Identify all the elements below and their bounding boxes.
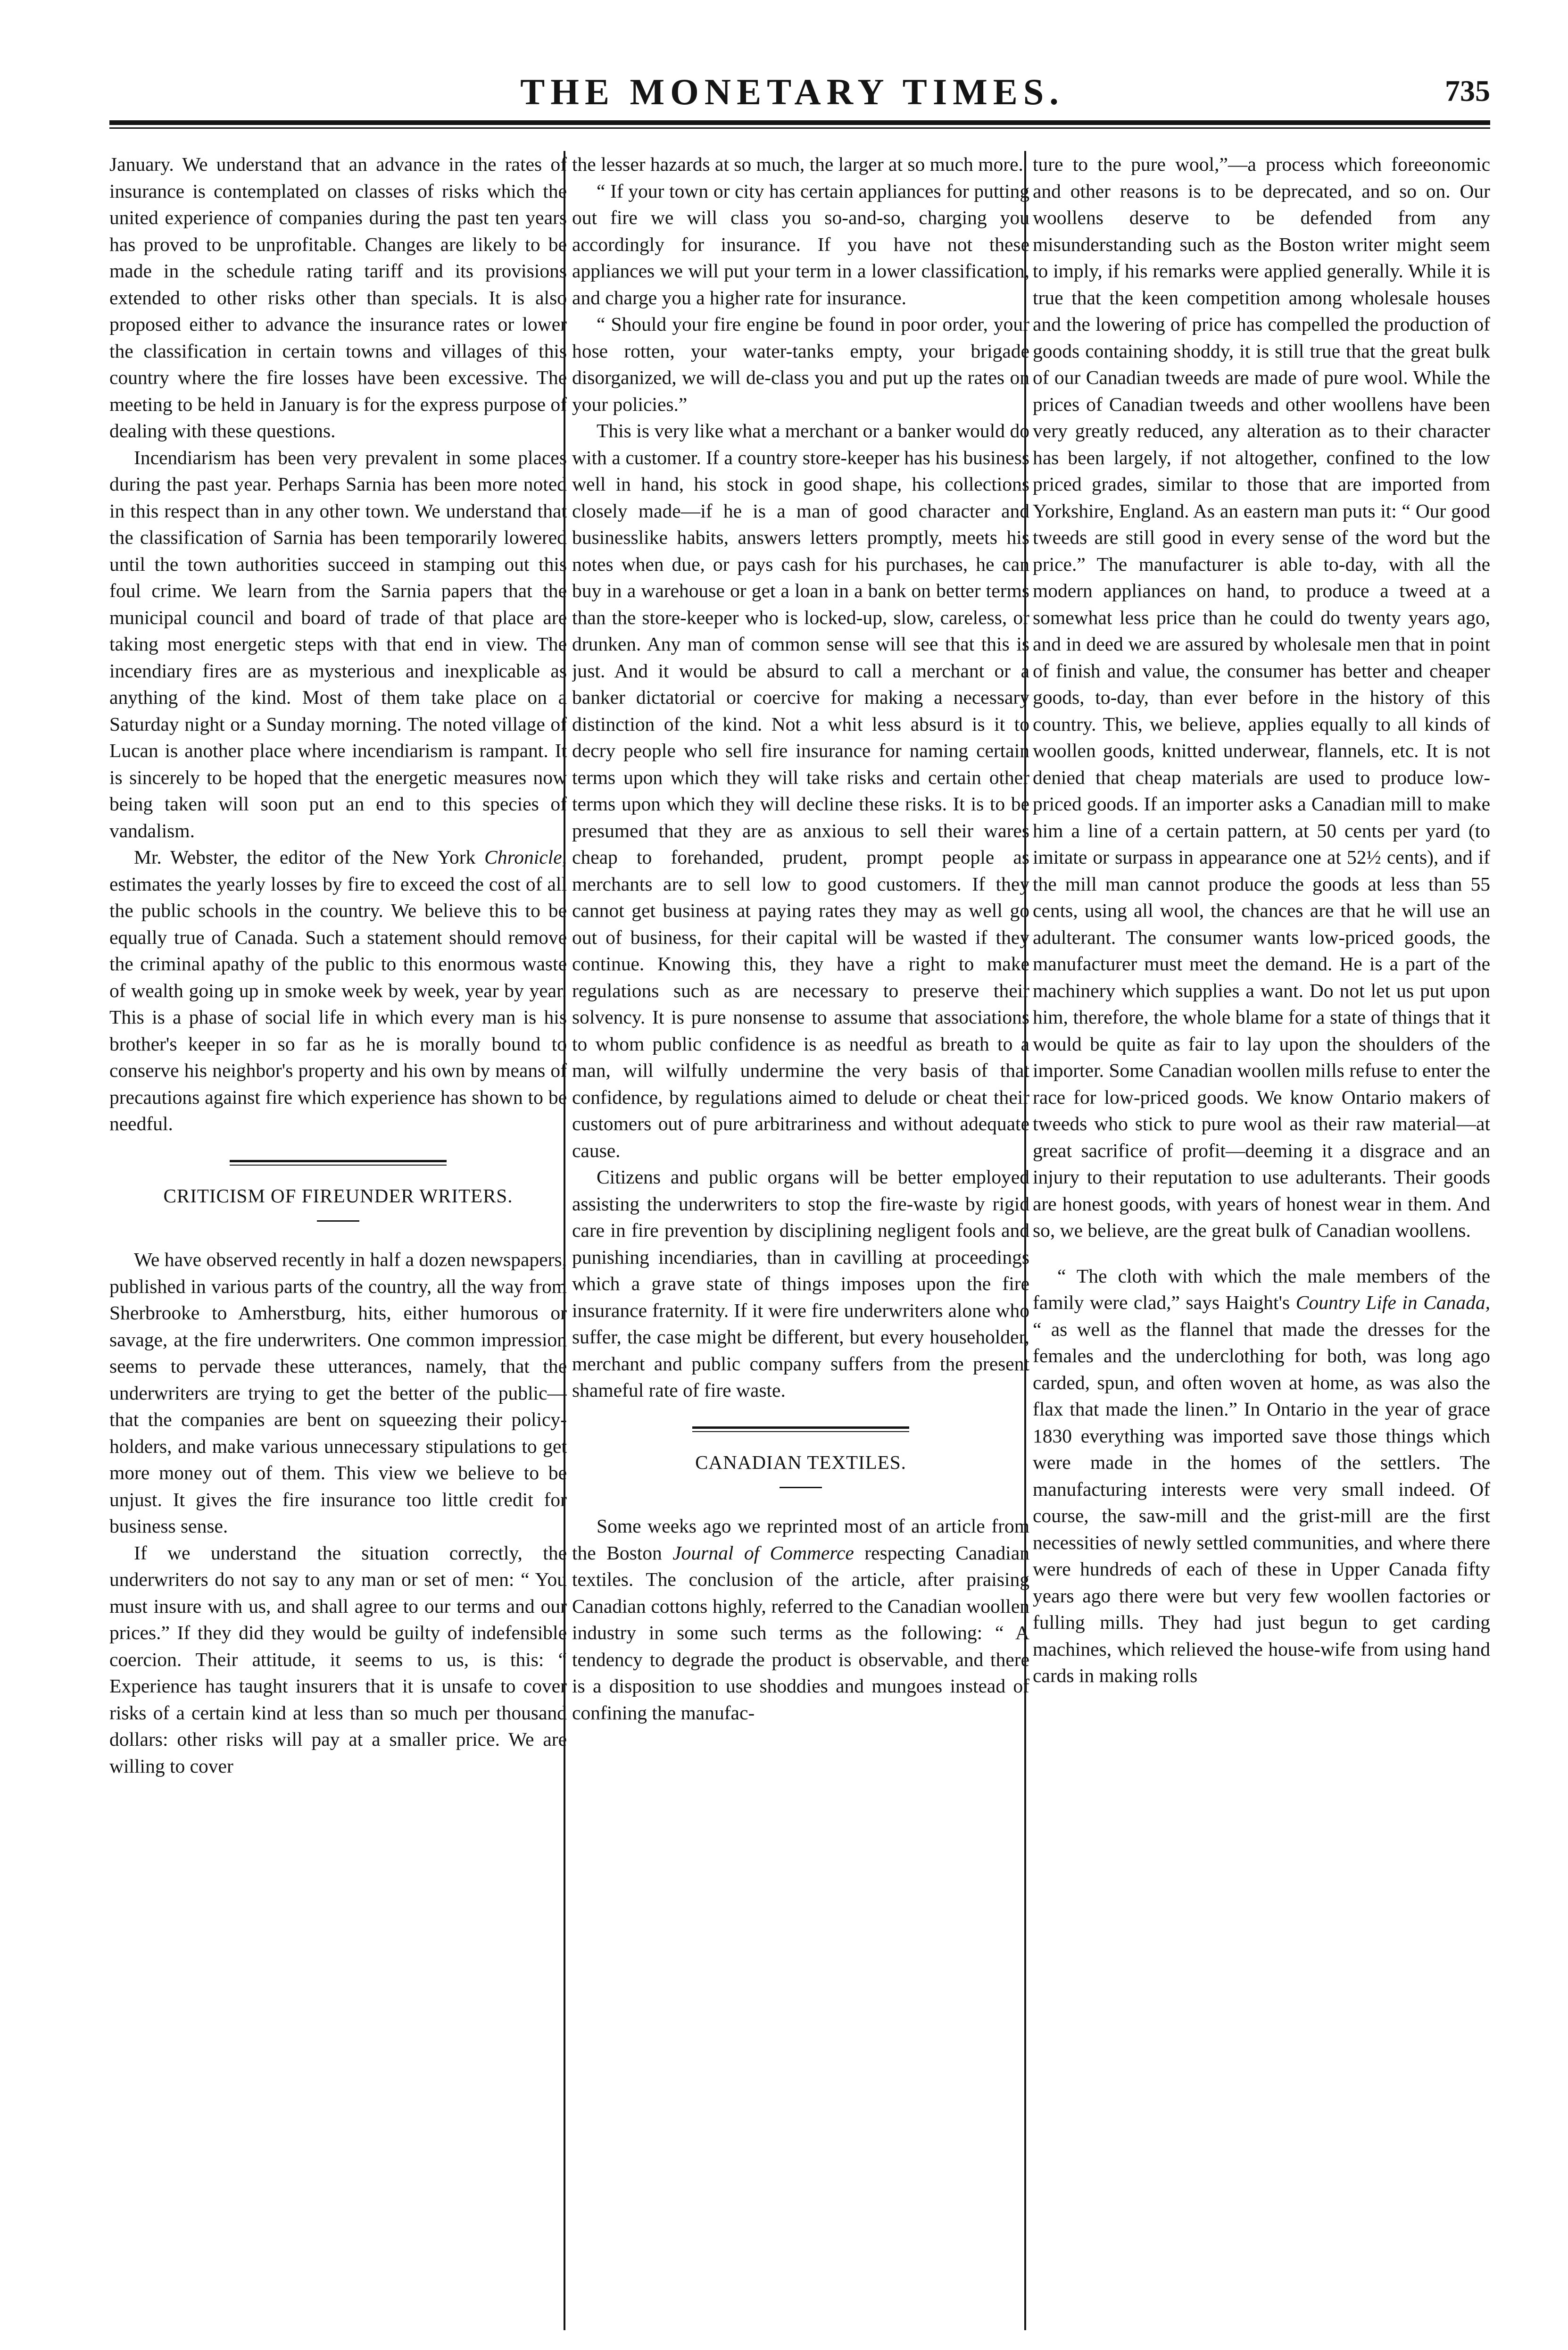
paragraph: Incendiarism has been very prevalent in some places during the past year. Perhaps Sarnia has been more noted in this respect than in any other town. We understand that the classification of Sarnia has been temporarily lowered until the town authorities succeed in stamping out this foul crime. We learn from the Sarnia papers that the municipal council and board of trade of that place are taking most energetic steps with that end in view. The incendiary fires are as mysterious and inexplicable as anything of the kind. Most of them take place on a Saturday night or a Sunday morning. The noted village of Lucan is another place where incendiarism is rampant. It is sincerely to be hoped that the energetic measures now being taken will soon put an end to this species of vandalism.	[109, 446, 567, 842]
column-1	[109, 151, 567, 2330]
paragraph: If we understand the situation correctly, the underwriters do not say to any man or set of men: “ You must insure with us, and shall agree to our terms and our prices.” If they did they would be guilty of indefensible coercion. Their attitude, it seems to us, is this: “ Experience has taught insurers that it is unsafe to cover risks of a certain kind at less than so much per thousand dollars: other risks will pay at a smaller price. We are willing to cover	[109, 1542, 567, 1777]
paragraph: the lesser hazards at so much, the larger at so much more.	[572, 153, 1023, 175]
text-run: “ as well as the flannel that made the dresses for the females and the underclothing for both, was long ago carded, spun, and often woven at home, as was also the flax that made the linen.” In Ontario in the year of grace 1830 everything was imported save those things which were made in the homes of the settlers. The manufacturing interests were very small indeed. Of course, the saw-mill and the grist-mill are the first necessities of newly settled communities, and where there were hundreds of each of these in Upper Canada fifty years ago there were but very few woollen factories or fulling mills. They had just begun to get carding machines, which relieved the house-wife from using hand cards in making rolls	[1033, 1318, 1490, 1686]
publication-name: Journal of Commerce	[672, 1542, 854, 1564]
paragraph: ture to the pure wool,”—a process which foreeonomic and other reasons is to be deprecated, and so on. Our woollens deserve to be defended from any misunderstanding such as the Boston writer might seem to imply, if his remarks were applied generally. While it is true that the keen competition among wholesale houses and the lowering of price has compelled the production of goods containing shoddy, it is still true that the great bulk of our Canadian tweeds are made of pure wool. While the prices of Canadian tweeds and other woollens have been very greatly reduced, any alteration as to their character has been largely, if not altogether, confined to the low priced grades, similar to those that are imported from Yorkshire, England. As an eastern man puts it: “ Our good tweeds are still good in every sense of the word but the price.” The manufacturer is able to-day, with all the modern appliances on hand, to produce a tweed at a somewhat less price than he could do twenty years ago, and in deed we are assured by wholesale men that in point of finish and value, the consumer has better and cheaper goods, to-day, than ever before in the history of this country. This, we believe, applies equally to all kinds of woollen goods, knitted underwear, flannels, etc. It is not denied that cheap materials are used to produce low-priced goods. If an importer asks a Canadian mill to make him a line of a certain pattern, at 50 cents per yard (to imitate or surpass in appearance one at 52½ cents), and if the mill man cannot produce the goods at less than 55 cents, using all wool, the chances are that he will use an adulterant. The consumer wants low-priced goods, the manufacturer must meet the demand. He is a part of the machinery which supplies a want. Do not let us put upon him, therefore, the whole blame for a state of things that it would be quite as fair to lay upon the shoulders of the importer. Some Canadian woollen mills refuse to enter the race for low-priced goods. We know Ontario makers of tweeds who stick to pure wool as their raw material—at great sacrifice of profit—deeming it a disgrace and an injury to their reputation to use adulterants. Their goods are honest goods, with years of honest wear in them. And so, we believe, are the great bulk of Canadian woollens.	[1033, 153, 1490, 1241]
header-rule-thick	[109, 120, 1490, 125]
headline-rule	[317, 1220, 359, 1222]
page-number: 735	[1445, 74, 1490, 108]
text-run: Some weeks ago we reprinted most of an article from the Boston	[572, 1515, 1029, 1564]
text-run: estimates the yearly losses by fire to exceed the cost of all the public schools in the country. We believe this to be equally true of Canada. Such a statement should remove the criminal apathy of the public to this enormous waste of wealth going up in smoke week by week, year by year. This is a phase of social life in which every man is his brother's keeper in so far as he is morally bound to conserve his neighbor's property and his own by means of precautions against fire which experience has shown to be needful.	[109, 873, 567, 1134]
publication-name: Country Life in Canada,	[1295, 1292, 1490, 1313]
paragraph: We have observed recently in half a dozen newspapers, published in various parts of the country, all the way from Sherbrooke to Amherstburg, hits, either humorous or savage, at the fire underwriters. One common impression seems to pervade these utterances, namely, that the underwriters are trying to get the better of the public—that the companies are bent on squeezing their policy-holders, and make various unnecessary stipulations to get more money out of them. This view we believe to be unjust. It gives the fire insurance too little credit for business sense.	[109, 1249, 567, 1537]
section-separator	[692, 1426, 909, 1432]
header-rule-thin	[109, 127, 1490, 129]
newspaper-title: THE MONETARY TIMES.	[520, 71, 1064, 112]
publication-name: Chronicle,	[484, 846, 567, 868]
text-run: “ The cloth with which the male members of the family were clad,” says Haight's	[1033, 1265, 1490, 1313]
paragraph: Citizens and public organs will be better employed assisting the underwriters to stop the fire-waste by rigid care in fire prevention by disciplining negligent fools and punishing incendiaries, than in cavilling at proceedings which a grave state of things imposes upon the fire insurance fraternity. If it were fire underwriters alone who suffer, the case might be different, but every householder, merchant and public company suffers from the present shameful rate of fire waste.	[572, 1166, 1029, 1401]
paragraph: “ Should your fire engine be found in poor order, your hose rotten, your water-tanks empty, your brigade disorganized, we will de-class you and put up the rates on your policies.”	[572, 313, 1029, 415]
article-headline: CRITICISM OF FIREUNDER WRITERS.	[163, 1184, 513, 1207]
headline-rule	[780, 1487, 822, 1488]
paragraph	[1033, 1263, 1490, 1689]
section-separator	[230, 1160, 447, 1166]
paragraph: “ If your town or city has certain appliances for putting out fire we will class you so-and-so, charging you accordingly for insurance. If you have not these appliances we will put your term in a lower classification, and charge you a higher rate for insurance.	[572, 180, 1029, 308]
paragraph: This is very like what a merchant or a banker would do with a customer. If a country store-keeper has his business well in hand, his stock in good shape, his collections closely made—if he is a man of good character and businesslike habits, answers letters promptly, meets his notes when due, or pays cash for his purchases, he can buy in a warehouse or get a loan in a bank on better terms than the store-keeper who is locked-up, slow, careless, or drunken. Any man of common sense will see that this is just. And it would be absurd to call a merchant or a banker dictatorial or coercive for making a necessary distinction of the kind. Not a whit less absurd is it to decry people who sell fire insurance for naming certain terms upon which they will take risks and certain other terms upon which they will decline these risks. It is to be presumed that they are as anxious to sell their wares cheap to forehanded, prudent, prompt people as merchants are to sell low to good customers. If they cannot get business at paying rates they may as well go out of business, for their capital will be wasted if they continue. Knowing this, they have a right to make regulations such as are necessary to preserve their solvency. It is pure nonsense to assume that associations to whom public confidence is as needful as breath to a man, will wilfully undermine the very basis of that confidence, by regulations aimed to delude or cheat their customers out of pure arbitrariness and without adequate cause.	[572, 420, 1029, 1161]
column-2	[572, 151, 1029, 2330]
paragraph	[572, 1513, 1029, 1726]
column-3	[1033, 151, 1490, 2330]
text-run: Mr. Webster, the editor of the New York	[134, 846, 485, 868]
paragraph	[109, 844, 567, 1137]
masthead	[94, 71, 1490, 116]
article-headline: CANADIAN TEXTILES.	[695, 1451, 906, 1473]
paragraph: January. We understand that an advance in the rates of insurance is contemplated on classes of risks which the united experience of companies during the past ten years has proved to be unprofitable. Changes are likely to be made in the schedule rating tariff and its provisions extended to other risks other than specials. It is also proposed either to advance the insurance rates or lower the classification in certain towns and villages of this country where the fire losses have been excessive. The meeting to be held in January is for the express purpose of dealing with these questions.	[109, 153, 567, 442]
text-run: respecting Canadian textiles. The conclusion of the article, after praising Canadian cottons highly, referred to the Canadian woollen industry in some such terms as the following: “ A tendency to degrade the product is observable, and there is a disposition to use shoddies and mungoes instead of confining the manufac-	[572, 1542, 1029, 1724]
